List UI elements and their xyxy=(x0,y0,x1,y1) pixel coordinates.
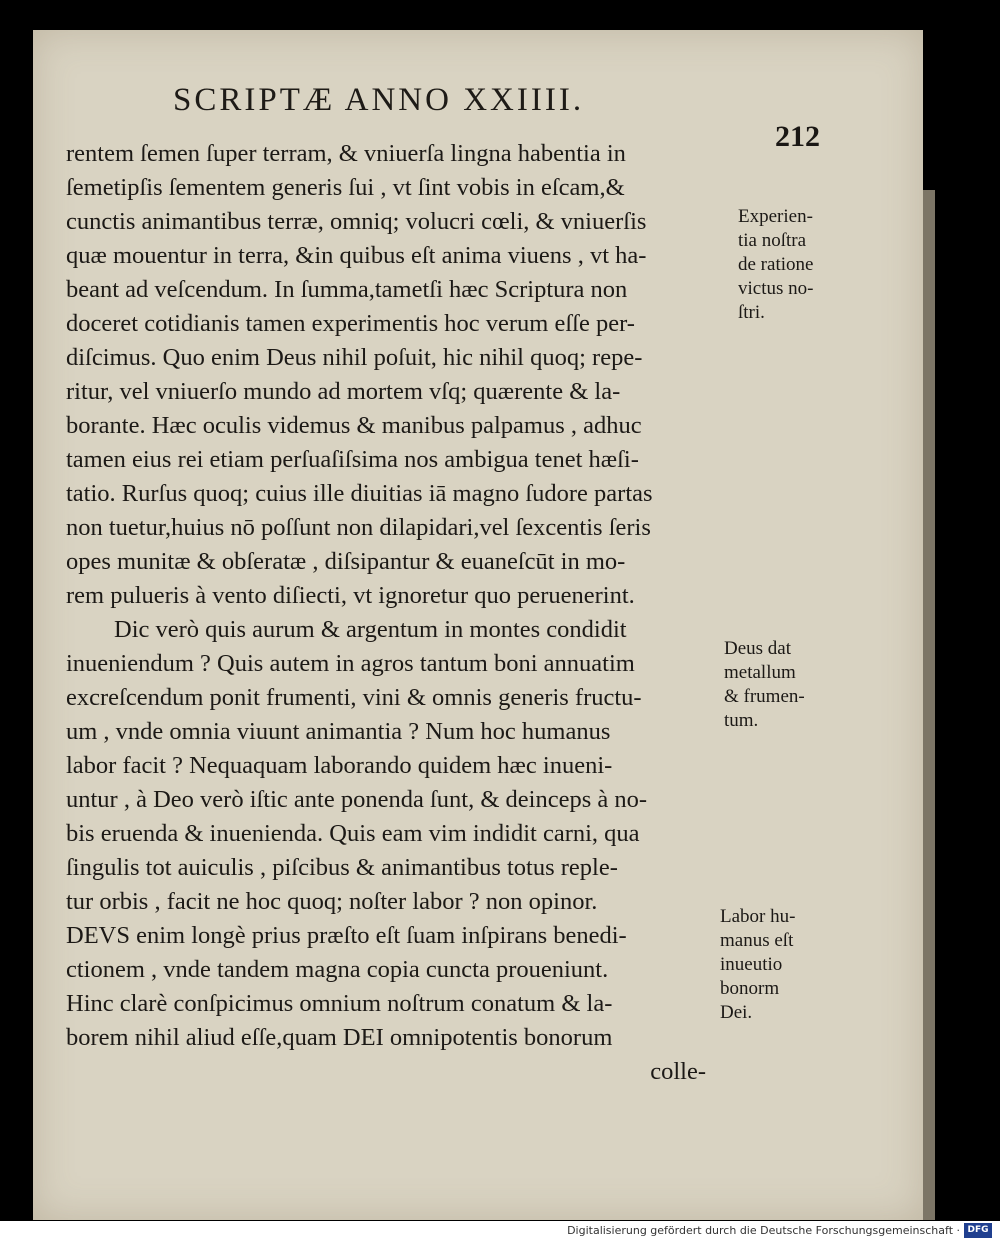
text-line: diſcimus. Quo enim Deus nihil poſuit, hic nihil quoq; repe- xyxy=(66,344,643,371)
text-line: excreſcendum ponit frumenti, vini & omnis generis fructu- xyxy=(66,684,642,711)
text-line: non tuetur,huius nō poſſunt non dilapidari,vel ſexcentis ſeris xyxy=(66,514,651,541)
page-number: 212 xyxy=(775,120,820,153)
text-line: untur , à Deo verò iſtic ante ponenda ſunt, & deinceps à no- xyxy=(66,786,648,813)
text-line: ritur, vel vniuerſo mundo ad mortem vſq; quærente & la- xyxy=(66,378,621,405)
funding-credit: Digitalisierung gefördert durch die Deutsche Forschungsgemeinschaft · xyxy=(567,1224,960,1237)
text-line: tur orbis , facit ne hoc quoq; noſter labor ? non opinor. xyxy=(66,888,598,915)
text-line: tamen eius rei etiam perſuaſiſsima nos ambigua tenet hæſi- xyxy=(66,446,639,473)
text-line: doceret cotidianis tamen experimentis hoc verum eſſe per- xyxy=(66,310,635,337)
text-line: opes munitæ & obſeratæ , diſsipantur & euaneſcūt in mo- xyxy=(66,548,626,575)
margin-note-line: & frumen- xyxy=(724,686,805,707)
paragraph-first-line: Dic verò quis aurum & argentum in montes condidit xyxy=(114,616,627,643)
text-line: labor facit ? Nequaquam laborando quidem hæc inueni- xyxy=(66,752,613,779)
digitization-footer xyxy=(0,1221,1000,1241)
running-head: SCRIPTÆ ANNO XXIIII. xyxy=(173,82,585,118)
text-line: rentem ſemen ſuper terram, & vniuerſa lingna habentia in xyxy=(66,140,626,167)
text-line: tatio. Rurſus quoq; cuius ille diuitias iā magno ſudore partas xyxy=(66,480,653,507)
margin-note-metals xyxy=(724,637,805,733)
margin-note-experience xyxy=(738,205,813,325)
body-text xyxy=(66,137,736,1089)
text-line: Hinc clarè conſpicimus omnium noſtrum conatum & la- xyxy=(66,990,613,1017)
margin-note-line: Experien- xyxy=(738,206,813,227)
margin-note-line: tum. xyxy=(724,710,759,731)
margin-note-line: victus no- xyxy=(738,278,814,299)
text-line: DEVS enim longè prius præſto eſt ſuam inſpirans benedi- xyxy=(66,922,627,949)
margin-note-line: inueutio xyxy=(720,954,783,975)
text-line: bis eruenda & inuenienda. Quis eam vim indidit carni, qua xyxy=(66,820,640,847)
catchword: colle- xyxy=(650,1058,706,1085)
margin-note-line: ſtri. xyxy=(738,302,765,323)
text-line: borem nihil aliud eſſe,quam DEI omnipotentis bonorum xyxy=(66,1024,613,1051)
text-line: rem pulueris à vento diſiecti, vt ignoretur quo peruenerint. xyxy=(66,582,635,609)
text-line: beant ad veſcendum. In ſumma,tametſi hæc Scriptura non xyxy=(66,276,628,303)
margin-note-line: Deus dat xyxy=(724,638,792,659)
text-line: borante. Hæc oculis videmus & manibus palpamus , adhuc xyxy=(66,412,642,439)
text-line: ſemetipſis ſementem generis ſui , vt ſint vobis in eſcam,& xyxy=(66,174,625,201)
margin-note-line: Dei. xyxy=(720,1002,753,1023)
text-line: ſingulis tot auiculis , piſcibus & animantibus totus reple- xyxy=(66,854,618,881)
text-line: inueniendum ? Quis autem in agros tantum boni annuatim xyxy=(66,650,635,677)
text-line: cunctis animantibus terræ, omniq; volucri cœli, & vniuerſis xyxy=(66,208,647,235)
margin-note-line: manus eſt xyxy=(720,930,794,951)
margin-note-line: de ratione xyxy=(738,254,814,275)
page-edge-shadow xyxy=(923,190,935,1220)
text-line: ctionem , vnde tandem magna copia cuncta proueniunt. xyxy=(66,956,609,983)
margin-note-line: metallum xyxy=(724,662,796,683)
margin-note-line: Labor hu- xyxy=(720,906,796,927)
text-line: um , vnde omnia viuunt animantia ? Num hoc humanus xyxy=(66,718,611,745)
text-line: quæ mouentur in terra, &in quibus eſt anima viuens , vt ha- xyxy=(66,242,647,269)
dfg-logo: DFG xyxy=(964,1223,992,1238)
margin-note-line: tia noſtra xyxy=(738,230,807,251)
margin-note-line: bonorm xyxy=(720,978,780,999)
margin-note-labor xyxy=(720,905,795,1025)
